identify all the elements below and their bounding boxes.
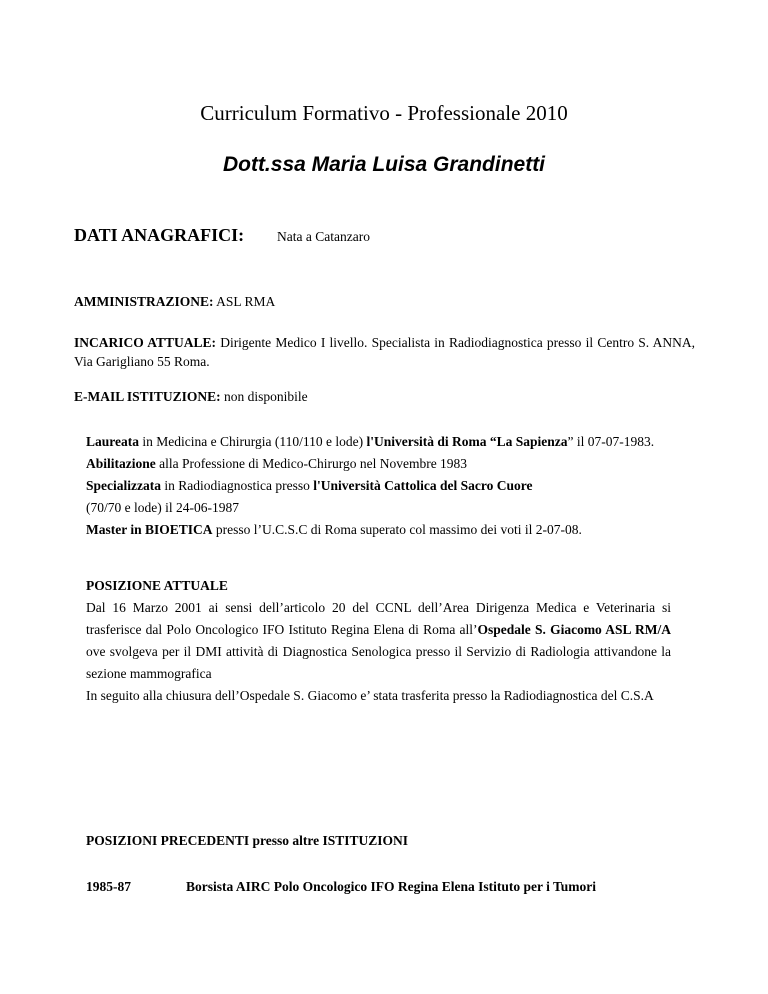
posizione-heading <box>86 575 671 597</box>
specializzazione-label: Specializzata <box>86 478 161 493</box>
anagrafici-label: DATI ANAGRAFICI: <box>74 225 245 245</box>
master-text: presso l’U.C.S.C di Roma superato col massimo dei voti il 2-07-08. <box>212 522 582 537</box>
posizione-p1-start: Dal 16 Marzo 2001 ai sensi dell’articolo 20 del CCNL dell’Area Dirigenza Medica e Veterinaria si trasferisce dal Polo Oncologico IFO Istituto Regina Elena di Roma all’ <box>86 600 671 637</box>
posizione-paragraph-2: In seguito alla chiusura dell’Ospedale S. Giacomo e’ stata trasferita presso la Radiodiagnostica del C.S.A <box>86 688 654 703</box>
email-line <box>74 389 308 405</box>
specializzazione-text: in Radiodiagnostica presso <box>160 478 314 493</box>
posizione-p1-hospital: Ospedale S. Giacomo ASL RM/A <box>477 622 671 637</box>
specializzazione-university: l'Università Cattolica del Sacro Cuore <box>313 478 533 493</box>
laurea-date: ” il 07-07-1983. <box>567 434 655 449</box>
laurea-text: in Medicina e Chirurgia (110/110 e lode) <box>139 434 367 449</box>
laurea-line <box>86 431 671 453</box>
formazione-block <box>86 431 671 541</box>
anagrafici-value: Nata a Catanzaro <box>277 229 370 244</box>
amministrazione-line <box>74 294 275 310</box>
precedenti-row-desc: Borsista AIRC Polo Oncologico IFO Regina Elena Istituto per i Tumori <box>186 879 597 894</box>
person-name: Dott.ssa Maria Luisa Grandinetti <box>222 153 546 176</box>
laurea-university: l'Università di Roma “La Sapienza <box>366 434 568 449</box>
specializzazione-line <box>86 475 671 497</box>
posizione-heading-text: POSIZIONE ATTUALE <box>86 578 228 593</box>
specializzazione-grade: (70/70 e lode) il 24-06-1987 <box>86 500 239 515</box>
precedenti-heading: POSIZIONI PRECEDENTI presso altre ISTITUZIONI <box>86 833 409 848</box>
precedenti-row-years: 1985-87 <box>86 879 131 894</box>
email-value: non disponibile <box>220 389 308 404</box>
laurea-label: Laureata <box>86 434 139 449</box>
email-label: E-MAIL ISTITUZIONE: <box>74 389 221 404</box>
incarico-value: Dirigente Medico I livello. Specialista in Radiodiagnostica presso il Centro S. ANNA, Via Garigliano 55 Roma. <box>74 335 695 369</box>
amministrazione-value: ASL RMA <box>213 294 276 309</box>
document-title: Curriculum Formativo - Professionale 2010 <box>200 101 568 125</box>
abilitazione-line <box>86 453 671 475</box>
posizione-paragraph-1 <box>86 597 671 685</box>
master-line <box>86 519 671 541</box>
abilitazione-label: Abilitazione <box>86 456 156 471</box>
incarico-label: INCARICO ATTUALE: <box>74 335 216 350</box>
abilitazione-text: alla Professione di Medico-Chirurgo nel Novembre 1983 <box>155 456 468 471</box>
posizione-block <box>86 575 671 707</box>
posizione-p1-end: ove svolgeva per il DMI attività di Diagnostica Senologica presso il Servizio di Radiologia attivandone la sezione mammografica <box>86 644 671 681</box>
incarico-paragraph <box>74 333 695 371</box>
master-label: Master in BIOETICA <box>86 522 213 537</box>
amministrazione-label: AMMINISTRAZIONE: <box>74 294 214 309</box>
